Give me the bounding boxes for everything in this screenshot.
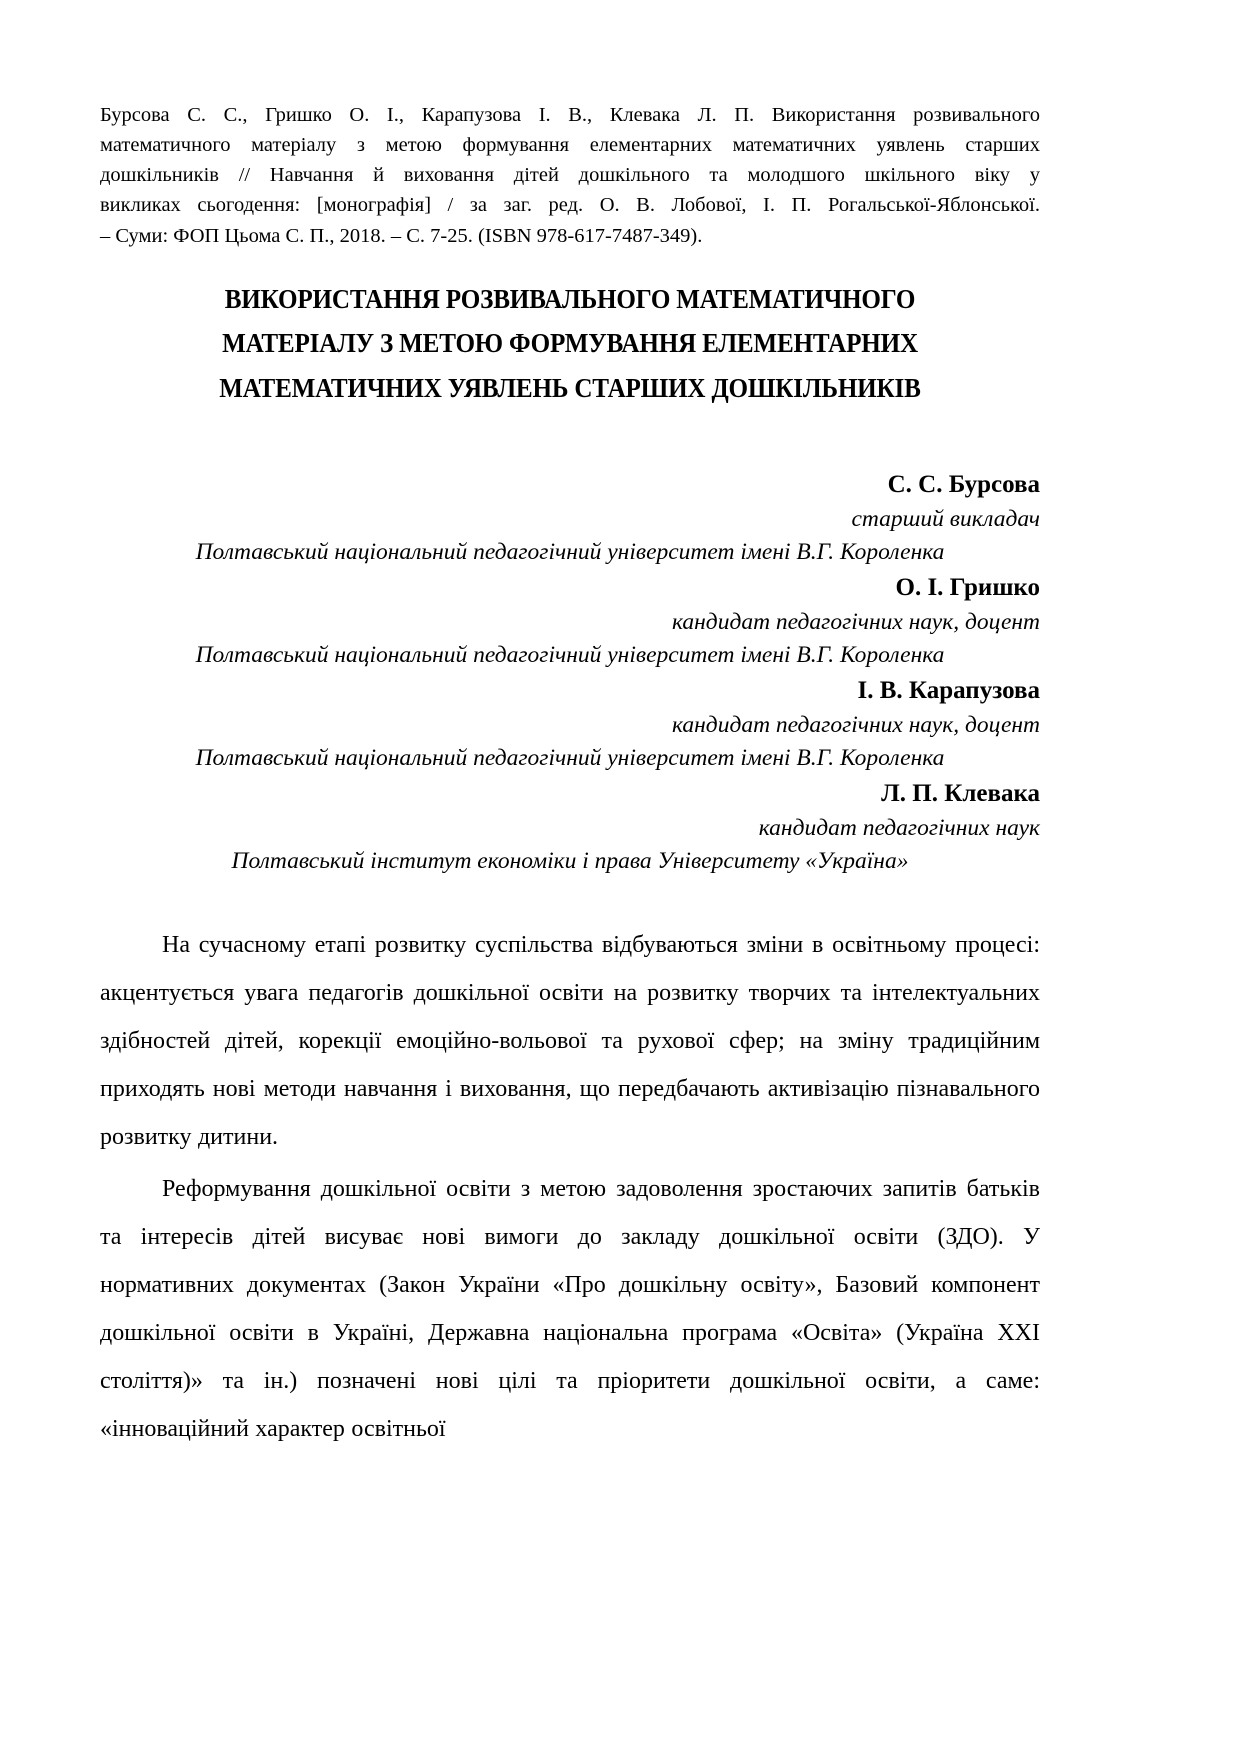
author-entry xyxy=(100,570,1040,673)
author-affiliation: Полтавський національний педагогічний університет імені В.Г. Короленка xyxy=(195,745,945,772)
page-content xyxy=(100,100,1040,1457)
author-name: І. В. Карапузова xyxy=(857,676,1040,704)
title-line: МАТЕРІАЛУ З МЕТОЮ ФОРМУВАННЯ ЕЛЕМЕНТАРНИХ xyxy=(222,328,918,359)
title-line: МАТЕМАТИЧНИХ УЯВЛЕНЬ СТАРШИХ ДОШКІЛЬНИКІВ xyxy=(219,373,921,404)
author-block xyxy=(100,467,1040,879)
author-name: Л. П. Клевака xyxy=(881,779,1040,807)
author-affiliation: Полтавський інститут економіки і права Університету «Україна» xyxy=(231,848,909,875)
citation-line: – Суми: ФОП Цьома С. П., 2018. – С. 7-25. (ISBN 978-617-7487-349). xyxy=(100,224,703,247)
author-role: кандидат педагогічних наук, доцент xyxy=(671,711,1040,738)
author-role: кандидат педагогічних наук xyxy=(758,814,1040,841)
author-name: С. С. Бурсова xyxy=(887,471,1040,499)
author-entry xyxy=(100,776,1040,879)
body-paragraph: На сучасному етапі розвитку суспільства відбуваються зміни в освітньому процесі: акцентується увага педагогів дошкільної освіти на розвитку творчих та інтелектуальних здібностей дітей, корекції емоційно-вольової та рухової сфер; на зміну традиційним приходять нові методи навчання і виховання, що передбачають активізацію пізнавального розвитку дитини. xyxy=(100,931,1040,1150)
author-affiliation: Полтавський національний педагогічний університет імені В.Г. Короленка xyxy=(195,539,945,566)
author-entry xyxy=(100,467,1040,570)
citation-line: математичного матеріалу з метою формування елементарних математичних уявлень старших xyxy=(100,134,1040,157)
body-text xyxy=(100,921,1040,1453)
author-name: О. І. Гришко xyxy=(895,574,1040,601)
citation-block xyxy=(100,100,1040,251)
author-entry xyxy=(100,673,1040,776)
title-line: ВИКОРИСТАННЯ РОЗВИВАЛЬНОГО МАТЕМАТИЧНОГО xyxy=(224,283,916,314)
author-role: кандидат педагогічних наук, доцент xyxy=(671,608,1040,635)
citation-line: викликах сьогодення: [монографія] / за заг. ред. О. В. Лобової, І. П. Рогальської-Яблонської. xyxy=(100,194,1040,217)
body-paragraph: Реформування дошкільної освіти з метою задоволення зростаючих запитів батьків та інтересів дітей висуває нові вимоги до закладу дошкільної освіти (ЗДО). У нормативних документах (Закон України «Про дошкільну освіту», Базовий компонент дошкільної освіти в Україні, Державна національна програма «Освіта» (Україна XXI століття)» та ін.) позначені нові цілі та пріоритети дошкільної освіти, а саме: «інноваційний характер освітньої xyxy=(100,1175,1040,1442)
citation-line: Бурсова С. С., Гришко О. І., Карапузова І. В., Клевака Л. П. Використання розвивального xyxy=(100,104,1040,126)
page-title xyxy=(133,277,1007,411)
author-role: старший викладач xyxy=(851,505,1040,532)
citation-line: дошкільників // Навчання й виховання дітей дошкільного та молодшого шкільного віку у xyxy=(100,164,1040,187)
author-affiliation: Полтавський національний педагогічний університет імені В.Г. Короленка xyxy=(195,642,945,669)
